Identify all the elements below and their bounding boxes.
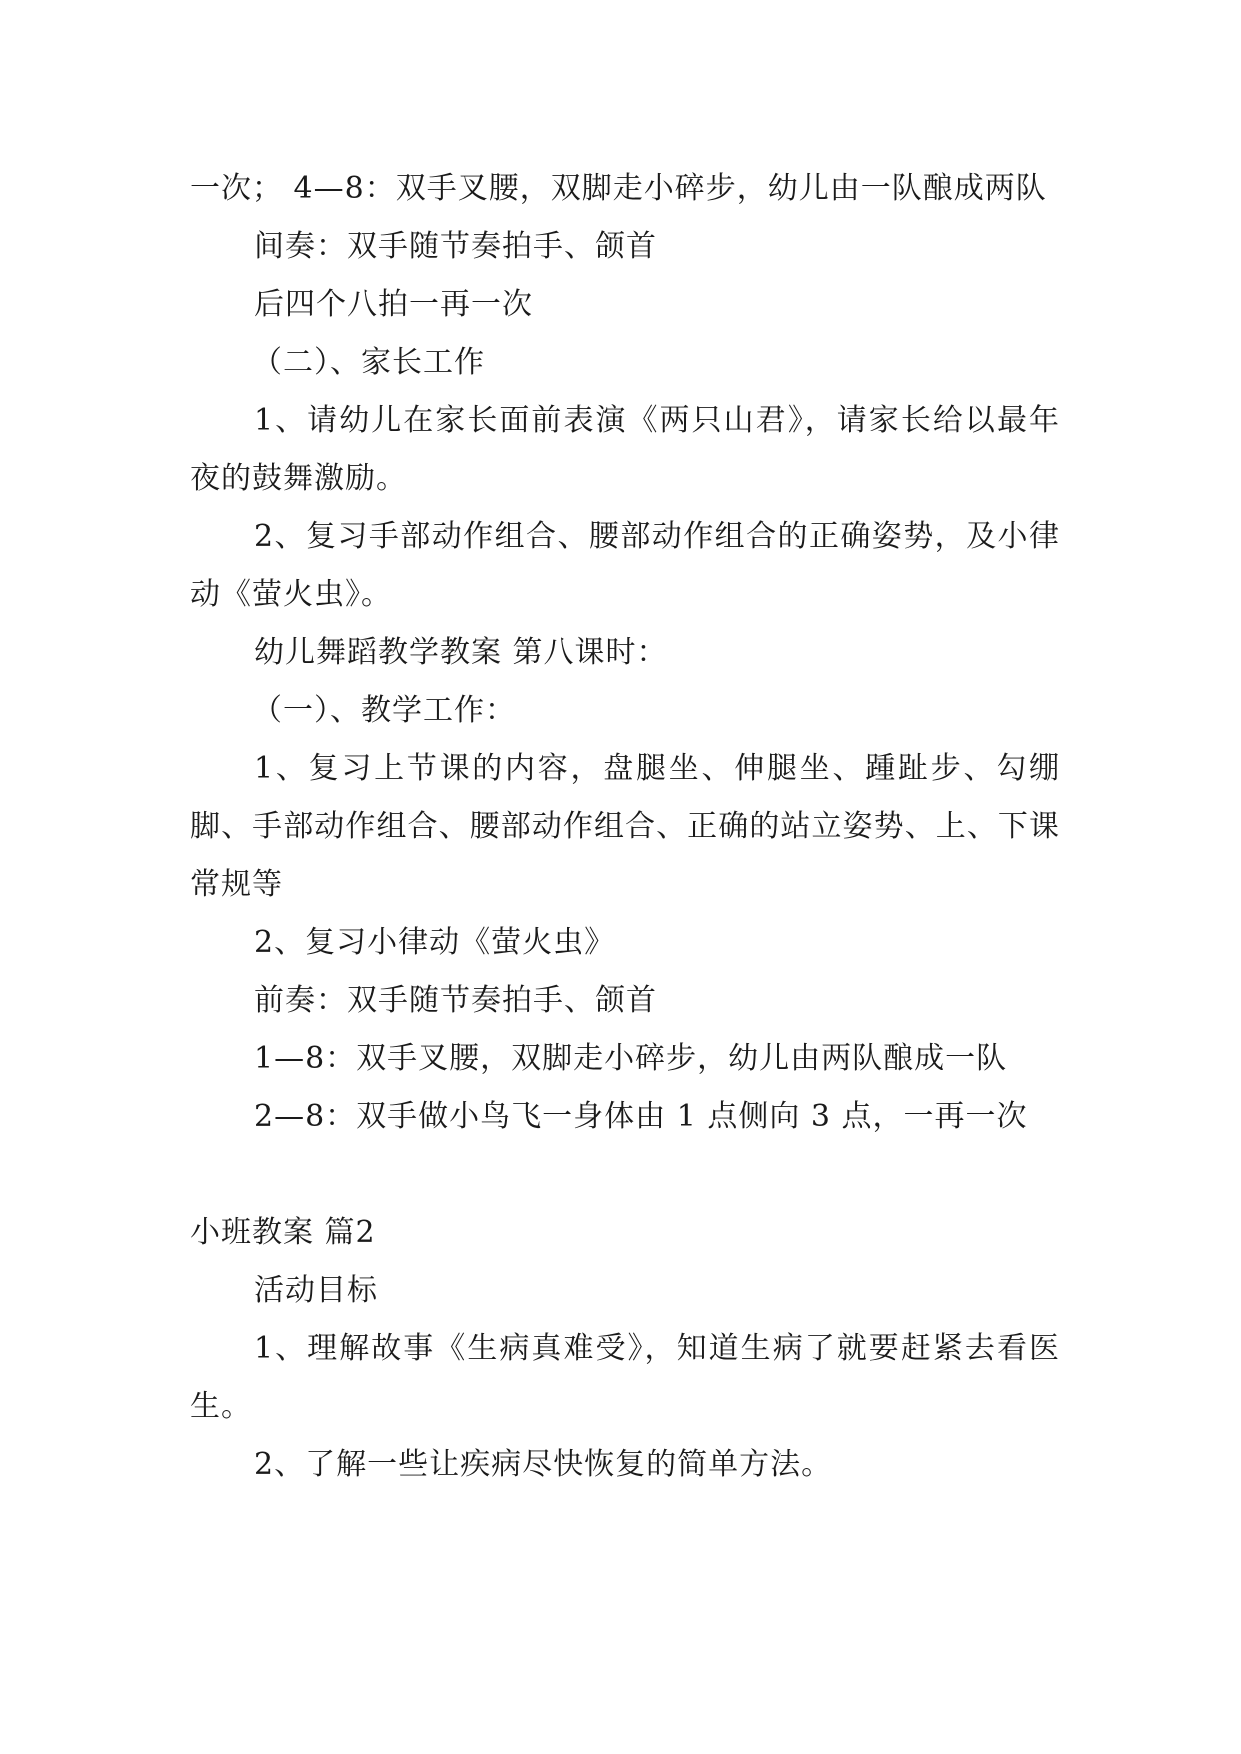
paragraph: 一次； 4—8：双手叉腰，双脚走小碎步，幼儿由一队酿成两队 (190, 171, 1047, 206)
section-heading: 小班教案 篇2 (190, 1215, 376, 1250)
document-body (190, 160, 1060, 1494)
paragraph: 1、请幼儿在家长面前表演《两只山君》，请家长给以最年夜的鼓舞激励。 (190, 403, 1060, 496)
paragraph: 后四个八拍一再一次 (254, 287, 533, 322)
paragraph: 2、了解一些让疾病尽快恢复的简单方法。 (254, 1447, 833, 1482)
paragraph: 1—8：双手叉腰，双脚走小碎步，幼儿由两队酿成一队 (254, 1041, 1008, 1076)
paragraph: 前奏：双手随节奏拍手、颌首 (254, 983, 657, 1018)
paragraph: 1、理解故事《生病真难受》，知道生病了就要赶紧去看医生。 (190, 1331, 1060, 1424)
lesson-heading: 幼儿舞蹈教学教案 第八课时： (254, 635, 668, 670)
subsection-heading: （二）、家长工作 (252, 345, 485, 380)
subsection-heading: （一）、教学工作： (252, 693, 516, 728)
paragraph: 2、复习小律动《萤火虫》 (254, 925, 616, 960)
paragraph: 1、复习上节课的内容，盘腿坐、伸腿坐、踵趾步、勾绷脚、手部动作组合、腰部动作组合、正确的站立姿势、上、下课常规等 (190, 751, 1060, 902)
section-spacer (190, 1146, 1060, 1204)
paragraph: 2、复习手部动作组合、腰部动作组合的正确姿势，及小律动《萤火虫》。 (190, 519, 1060, 612)
paragraph: 2—8：双手做小鸟飞一身体由 1 点侧向 3 点，一再一次 (254, 1099, 1028, 1134)
subsection-heading: 活动目标 (254, 1273, 378, 1308)
paragraph: 间奏：双手随节奏拍手、颌首 (254, 229, 657, 264)
